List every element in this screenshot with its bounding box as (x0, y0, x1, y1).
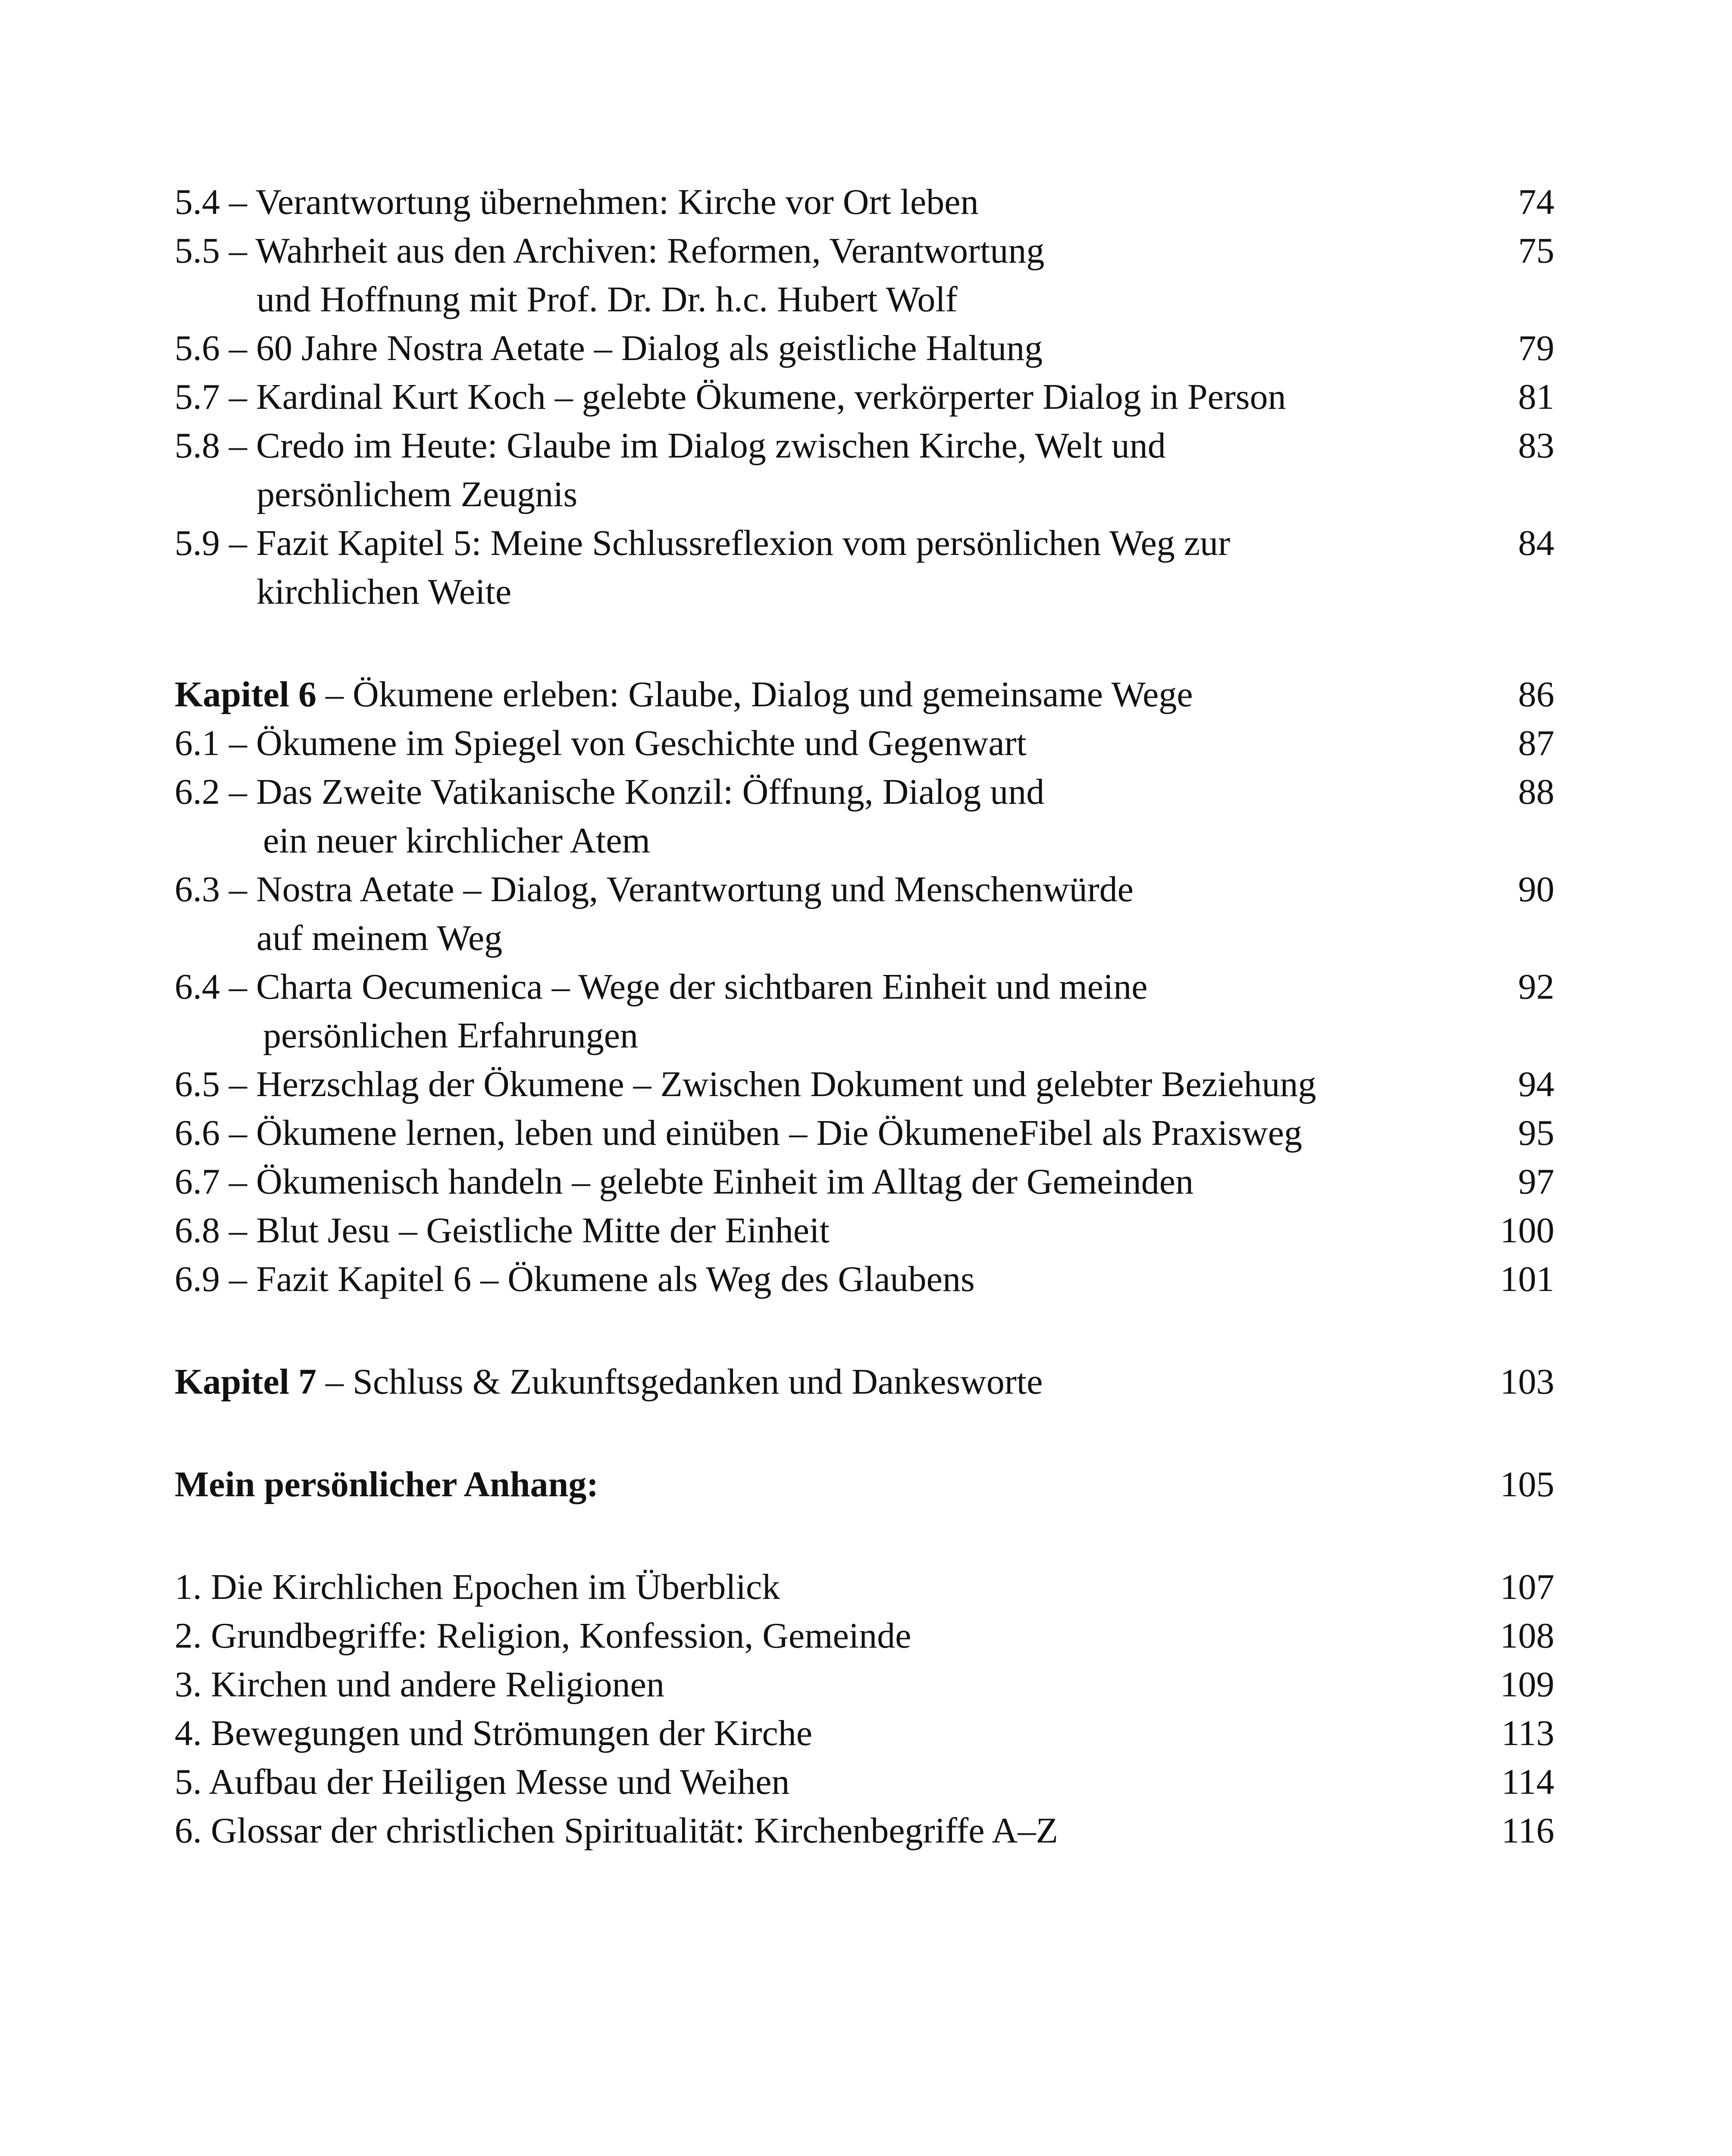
toc-entry-page: 94 (1518, 1064, 1554, 1104)
toc-appendix-item-1 (175, 1563, 1554, 1611)
toc-entry-5-8-continuation (175, 470, 1554, 519)
toc-entry-page: 79 (1518, 328, 1554, 368)
toc-entry-title: 5.9 – Fazit Kapitel 5: Meine Schlussreflexion vom persönlichen Weg zur (175, 523, 1231, 563)
toc-entry-5-8 (175, 421, 1554, 470)
chapter-title: – Ökumene erleben: Glaube, Dialog und gemeinsame Wege (316, 674, 1193, 714)
toc-entry-title: 6.5 – Herzschlag der Ökumene – Zwischen Dokument und gelebter Beziehung (175, 1064, 1316, 1104)
toc-appendix-item-5 (175, 1758, 1554, 1806)
toc-appendix-heading (175, 1460, 1554, 1509)
toc-entry-page: 81 (1518, 377, 1554, 417)
toc-entry-5-9-continuation (175, 567, 1554, 616)
toc-entry-6-7 (175, 1157, 1554, 1206)
toc-entry-page: 103 (1500, 1362, 1554, 1402)
appendix-heading: Mein persönlicher Anhang: (175, 1464, 599, 1504)
toc-entry-6-2-continuation (175, 816, 1554, 865)
toc-entry-6-3-continuation (175, 914, 1554, 962)
toc-entry-title: 5. Aufbau der Heiligen Messe und Weihen (175, 1762, 790, 1802)
toc-entry-5-7 (175, 373, 1554, 421)
toc-entry-page: 87 (1518, 723, 1554, 763)
toc-chapter-title (175, 1357, 1043, 1406)
chapter-title: – Schluss & Zukunftsgedanken und Dankesworte (316, 1362, 1043, 1402)
spacer (175, 1304, 1554, 1357)
toc-entry-6-8 (175, 1206, 1554, 1255)
toc-entry-page: 88 (1518, 772, 1554, 812)
toc-entry-title: auf meinem Weg (257, 918, 503, 958)
toc-entry-page: 116 (1501, 1811, 1554, 1851)
toc-entry-title: 6.2 – Das Zweite Vatikanische Konzil: Öffnung, Dialog und (175, 772, 1045, 812)
toc-entry-page: 84 (1518, 523, 1554, 563)
toc-entry-page: 92 (1518, 967, 1554, 1007)
toc-entry-page: 74 (1518, 182, 1554, 222)
toc-entry-page: 100 (1500, 1210, 1554, 1250)
toc-entry-title: 1. Die Kirchlichen Epochen im Überblick (175, 1567, 780, 1607)
toc-entry-title: 4. Bewegungen und Strömungen der Kirche (175, 1713, 812, 1753)
toc-entry-title: 5.4 – Verantwortung übernehmen: Kirche vor Ort leben (175, 182, 979, 222)
toc-entry-6-4-continuation (175, 1011, 1554, 1060)
toc-entry-page: 97 (1518, 1162, 1554, 1202)
toc-entry-title: 6.4 – Charta Oecumenica – Wege der sichtbaren Einheit und meine (175, 967, 1148, 1007)
toc-entry-5-6 (175, 324, 1554, 373)
toc-entry-6-6 (175, 1109, 1554, 1157)
spacer (175, 1509, 1554, 1563)
toc-entry-title: 2. Grundbegriffe: Religion, Konfession, Gemeinde (175, 1616, 911, 1656)
toc-entry-page: 90 (1518, 869, 1554, 909)
table-of-contents (175, 178, 1554, 1855)
toc-entry-title: 3. Kirchen und andere Religionen (175, 1664, 664, 1705)
toc-entry-page: 101 (1500, 1259, 1554, 1299)
toc-entry-6-2 (175, 768, 1554, 816)
toc-entry-6-3 (175, 865, 1554, 914)
toc-chapter-7 (175, 1357, 1554, 1406)
toc-appendix-item-2 (175, 1611, 1554, 1660)
toc-entry-title: 5.5 – Wahrheit aus den Archiven: Reformen, Verantwortung (175, 231, 1045, 271)
spacer (175, 616, 1554, 670)
toc-entry-6-9 (175, 1255, 1554, 1304)
toc-entry-page: 113 (1501, 1713, 1554, 1753)
toc-entry-5-5-continuation (175, 275, 1554, 324)
toc-entry-title: 6. Glossar der christlichen Spiritualität: Kirchenbegriffe A–Z (175, 1811, 1058, 1851)
toc-entry-5-9 (175, 519, 1554, 567)
toc-entry-title: 6.3 – Nostra Aetate – Dialog, Verantwortung und Menschenwürde (175, 869, 1134, 909)
toc-entry-6-1 (175, 719, 1554, 768)
toc-entry-5-5 (175, 226, 1554, 275)
toc-entry-title: 6.6 – Ökumene lernen, leben und einüben – Die ÖkumeneFibel als Praxisweg (175, 1113, 1303, 1153)
toc-chapter-6 (175, 670, 1554, 719)
toc-entry-page: 95 (1518, 1113, 1554, 1153)
toc-entry-page: 86 (1518, 674, 1554, 714)
toc-entry-page: 83 (1518, 426, 1554, 466)
toc-entry-page: 105 (1500, 1464, 1554, 1504)
toc-appendix-item-3 (175, 1660, 1554, 1709)
toc-entry-title: 5.6 – 60 Jahre Nostra Aetate – Dialog als geistliche Haltung (175, 328, 1043, 368)
toc-chapter-title (175, 670, 1193, 719)
toc-entry-6-4 (175, 962, 1554, 1011)
toc-entry-title: 6.7 – Ökumenisch handeln – gelebte Einheit im Alltag der Gemeinden (175, 1162, 1194, 1202)
toc-entry-page: 114 (1501, 1762, 1554, 1802)
toc-entry-title: kirchlichen Weite (257, 572, 512, 612)
toc-entry-title: persönlichen Erfahrungen (263, 1015, 638, 1056)
toc-entry-page: 107 (1500, 1567, 1554, 1607)
chapter-label: Kapitel 7 (175, 1362, 316, 1402)
toc-entry-page: 109 (1500, 1664, 1554, 1705)
toc-entry-6-5 (175, 1060, 1554, 1109)
toc-entry-title: und Hoffnung mit Prof. Dr. Dr. h.c. Hubert Wolf (257, 279, 958, 320)
toc-entry-page: 108 (1500, 1616, 1554, 1656)
spacer (175, 1406, 1554, 1460)
toc-entry-title: 6.1 – Ökumene im Spiegel von Geschichte und Gegenwart (175, 723, 1027, 763)
toc-entry-title: persönlichem Zeugnis (257, 474, 578, 514)
toc-entry-title: 6.8 – Blut Jesu – Geistliche Mitte der Einheit (175, 1210, 830, 1250)
toc-entry-5-4 (175, 178, 1554, 226)
toc-entry-title: 5.7 – Kardinal Kurt Koch – gelebte Ökumene, verkörperter Dialog in Person (175, 377, 1286, 417)
toc-entry-title: 5.8 – Credo im Heute: Glaube im Dialog zwischen Kirche, Welt und (175, 426, 1166, 466)
toc-entry-title: 6.9 – Fazit Kapitel 6 – Ökumene als Weg des Glaubens (175, 1259, 975, 1299)
toc-entry-title: ein neuer kirchlicher Atem (263, 821, 650, 861)
toc-appendix-item-4 (175, 1709, 1554, 1758)
toc-entry-page: 75 (1518, 231, 1554, 271)
chapter-label: Kapitel 6 (175, 674, 316, 714)
toc-appendix-item-6 (175, 1806, 1554, 1855)
